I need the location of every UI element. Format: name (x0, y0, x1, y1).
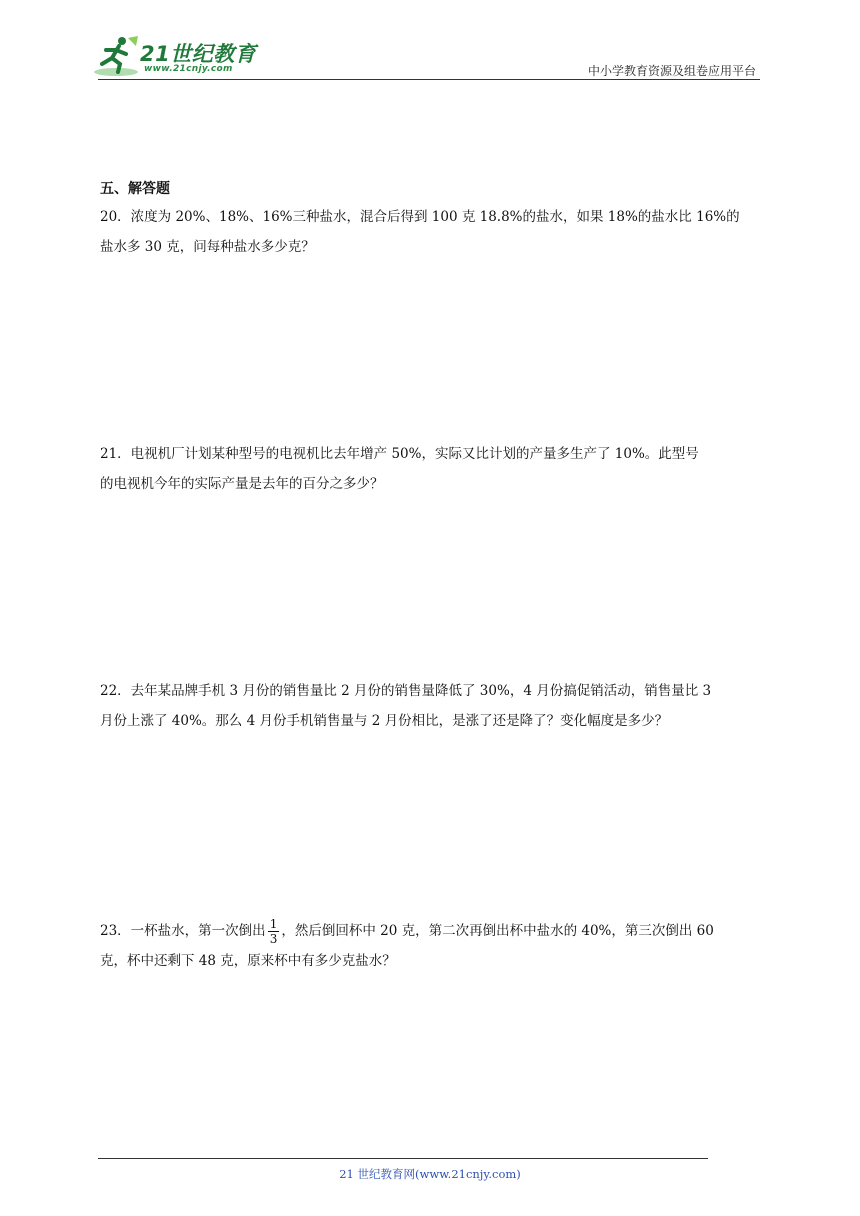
question-text-line: 21．电视机厂计划某种型号的电视机比去年增产 50%，实际又比计划的产量多生产了 10%。此型号 (100, 446, 699, 462)
question-text-line: 克，杯中还剩下 48 克，原来杯中有多少克盐水？ (100, 953, 396, 969)
logo-brand-text: 21世纪教育 (140, 42, 257, 66)
question-23 (100, 916, 764, 976)
footer-link[interactable]: 21 世纪教育网(www.21cnjy.com) (339, 1167, 521, 1181)
question-text-line: 的电视机今年的实际产量是去年的百分之多少？ (100, 476, 384, 492)
page-header (0, 0, 860, 90)
question-text-segment: ，然后倒回杯中 20 克，第二次再倒出杯中盐水的 40%，第三次倒出 60 (281, 923, 714, 939)
question-text-line: 月份上涨了 40%。那么 4 月份手机销售量与 2 月份相比，是涨了还是降了？变化幅度是多少？ (100, 713, 669, 729)
section-title: 五、解答题 (100, 181, 170, 197)
question-22 (100, 676, 764, 736)
logo-url-text: www.21cnjy.com (144, 64, 233, 74)
fraction-numerator: 1 (269, 917, 278, 931)
runner-logo-icon (92, 34, 140, 78)
header-divider (98, 79, 760, 80)
question-text-line: 盐水多 30 克，问每种盐水多少克？ (100, 239, 315, 255)
question-text-segment: 23．一杯盐水，第一次倒出 (100, 923, 266, 939)
question-text-line (100, 916, 764, 946)
question-text-line: 22．去年某品牌手机 3 月份的销售量比 2 月份的销售量降低了 30%，4 月份搞促销活动，销售量比 3 (100, 683, 712, 699)
site-logo[interactable] (92, 34, 262, 78)
question-21 (100, 439, 764, 499)
fraction (268, 917, 280, 946)
header-tagline: 中小学教育资源及组卷应用平台 (587, 64, 756, 78)
fraction-denominator: 3 (269, 932, 278, 946)
question-text-line: 20．浓度为 20%、18%、16%三种盐水，混合后得到 100 克 18.8%的盐水，如果 18%的盐水比 16%的 (100, 209, 740, 225)
question-20 (100, 202, 764, 262)
footer-divider (98, 1158, 708, 1159)
